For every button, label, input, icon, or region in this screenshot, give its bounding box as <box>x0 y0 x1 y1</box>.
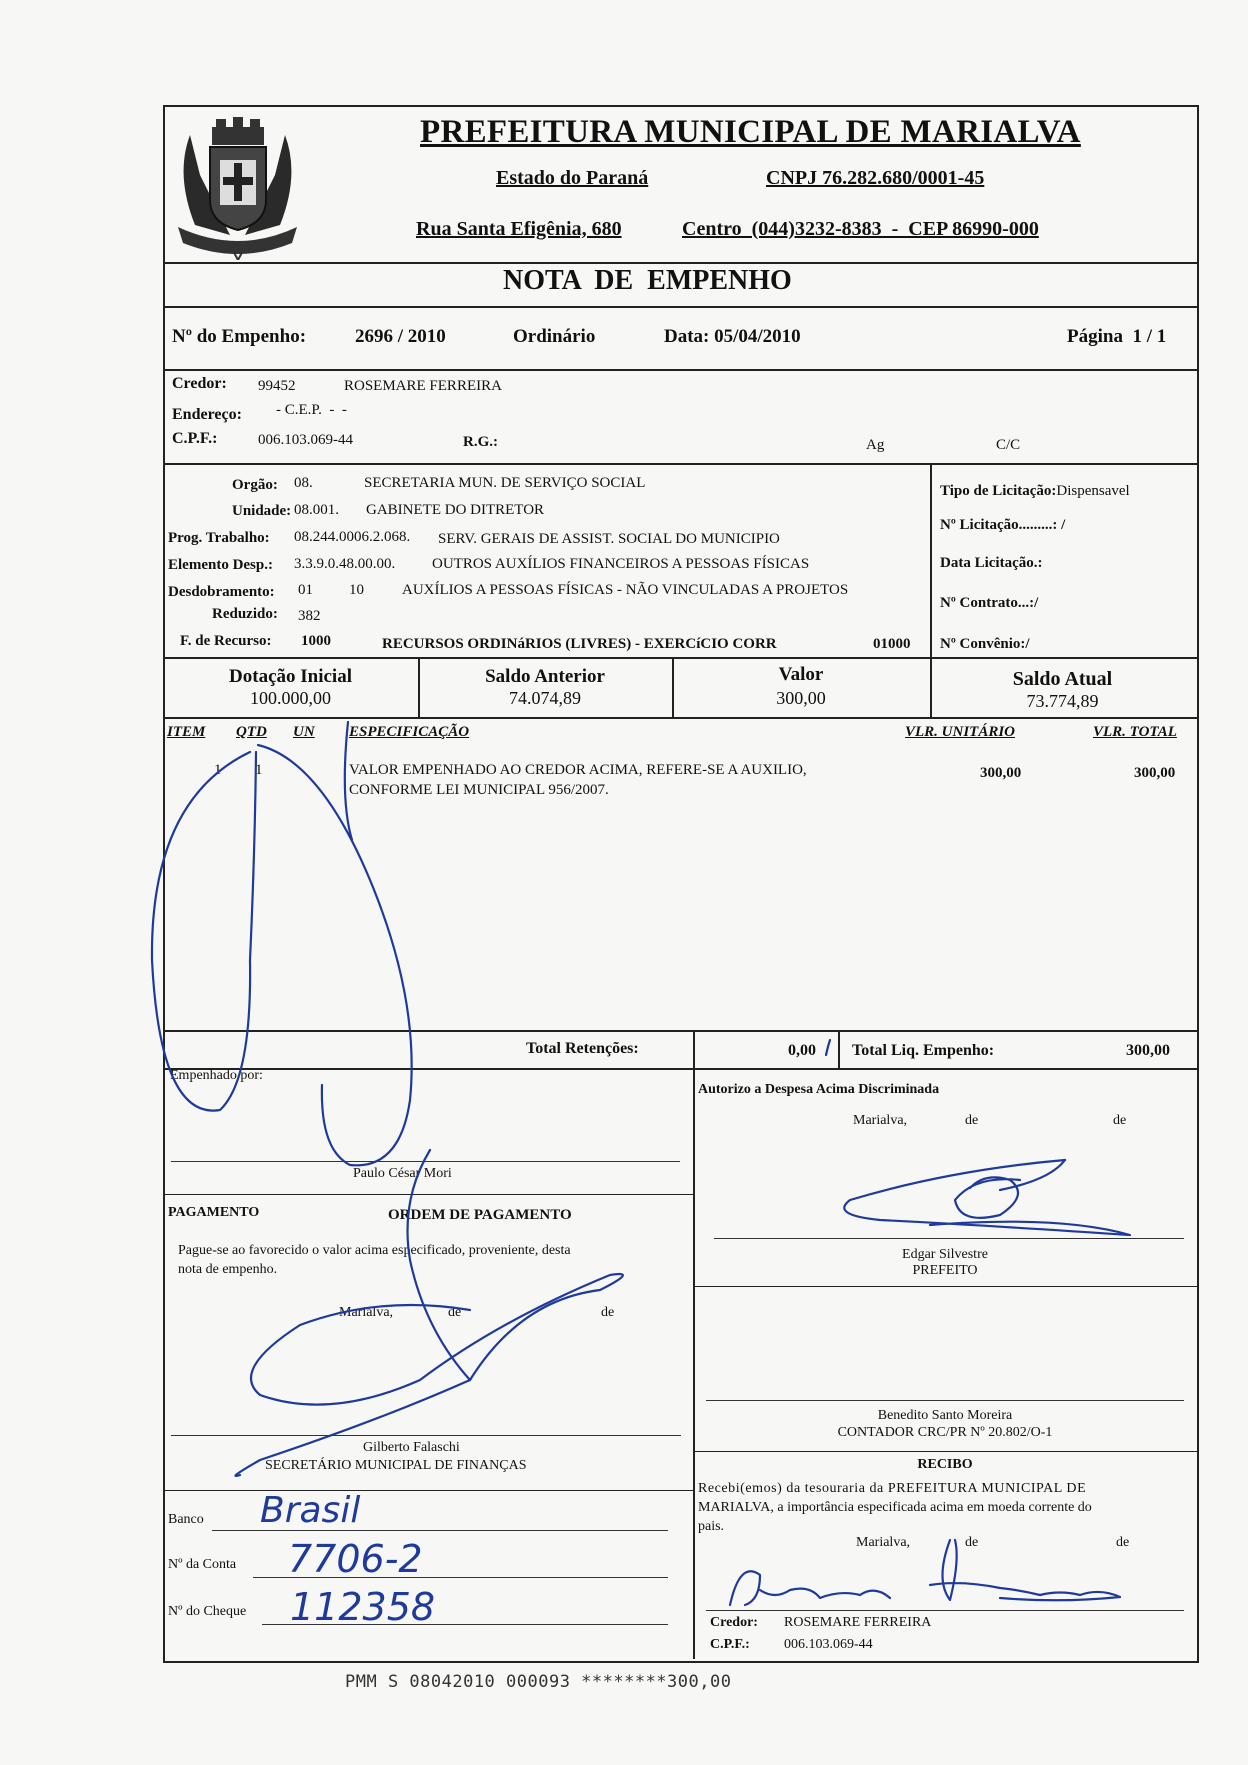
empenho-type: Ordinário <box>513 326 596 347</box>
elemento-label: Elemento Desp.: <box>168 557 273 573</box>
secretario-name: Gilberto Falaschi <box>363 1440 460 1455</box>
recurso-label: F. de Recurso: <box>180 633 272 649</box>
cc-label: C/C <box>996 437 1021 453</box>
row-especificacao-2: CONFORME LEI MUNICIPAL 956/2007. <box>349 782 609 798</box>
credor-label: Credor: <box>172 375 227 392</box>
col-qtd: QTD <box>236 724 267 740</box>
total-liquido-value: 300,00 <box>1126 1042 1170 1059</box>
pagamento-de-2: de <box>601 1305 615 1320</box>
row-qtd: 1 <box>255 762 263 778</box>
empenhado-name: Paulo César Mori <box>353 1166 452 1181</box>
recibo-city: Marialva, <box>856 1535 911 1550</box>
desdobramento-code2: 10 <box>349 582 364 598</box>
licitacao-date: Data Licitação.: <box>940 555 1043 571</box>
cheque-handwritten: 112358 <box>290 1585 436 1629</box>
row-vlr-unitario: 300,00 <box>980 765 1022 781</box>
col-especificacao: ESPECIFICAÇÃO <box>349 724 470 740</box>
row-item: 1 <box>214 762 222 778</box>
recibo-text-1: Recebi(emos) da tesouraria da PREFEITURA MUNICIPAL DE <box>698 1481 1087 1496</box>
credor-name: ROSEMARE FERREIRA <box>344 378 502 394</box>
recibo-cpf: 006.103.069-44 <box>784 1637 873 1652</box>
contador-name: Benedito Santo Moreira <box>877 1408 1013 1423</box>
ag-label: Ag <box>866 437 885 453</box>
credor-code: 99452 <box>258 378 296 394</box>
recibo-credor-name: ROSEMARE FERREIRA <box>784 1615 932 1630</box>
dotacao-value: 100.000,00 <box>250 688 331 708</box>
saldo-atual-label: Saldo Atual <box>1012 668 1113 690</box>
contrato-number: Nº Contrato...:/ <box>940 595 1039 611</box>
pagamento-text-2: nota de empenho. <box>178 1262 278 1277</box>
cpf-label: C.P.F.: <box>172 430 218 447</box>
endereco-label: Endereço: <box>172 406 242 423</box>
valor-value: 300,00 <box>776 688 826 708</box>
autorizo-de-2: de <box>1113 1113 1127 1128</box>
row-especificacao-1: VALOR EMPENHADO AO CREDOR ACIMA, REFERE-SE A AUXILIO, <box>349 762 807 778</box>
orgao-code: 08. <box>294 475 313 491</box>
recibo-de-2: de <box>1116 1535 1130 1550</box>
recibo-de-1: de <box>965 1535 979 1550</box>
saldo-atual-value: 73.774,89 <box>1026 691 1099 711</box>
col-vlr-unitario: VLR. UNITÁRIO <box>905 724 1016 740</box>
valor-label: Valor <box>778 664 824 685</box>
autorizo-city: Marialva, <box>853 1113 908 1128</box>
saldo-anterior-label: Saldo Anterior <box>485 666 605 687</box>
desdobramento-label: Desdobramento: <box>168 584 275 600</box>
endereco-value: - C.E.P. - - <box>276 402 347 418</box>
header-address: Centro (044)3232-8383 - CEP 86990-000 <box>682 218 1039 240</box>
orgao-desc: SECRETARIA MUN. DE SERVIÇO SOCIAL <box>364 475 646 491</box>
header-state: Estado do Paraná <box>496 167 649 189</box>
autorizo-de-1: de <box>965 1113 979 1128</box>
cheque-label: Nº do Cheque <box>168 1604 247 1619</box>
col-item: ITEM <box>167 724 206 740</box>
prog-code: 08.244.0006.2.068. <box>294 529 411 545</box>
dotacao-label: Dotação Inicial <box>229 666 352 687</box>
banco-handwritten: Brasil <box>260 1490 361 1531</box>
recibo-text-2: MARIALVA, a importância especificada acima em moeda corrente do <box>698 1500 1092 1515</box>
desdobramento-code1: 01 <box>298 582 313 598</box>
desdobramento-desc: AUXÍLIOS A PESSOAS FÍSICAS - NÃO VINCULADAS A PROJETOS <box>402 582 849 598</box>
unidade-label: Unidade: <box>232 503 292 519</box>
conta-label: Nº da Conta <box>168 1557 237 1572</box>
total-retencoes-label: Total Retenções: <box>526 1040 639 1057</box>
orgao-label: Orgão: <box>232 477 278 493</box>
elemento-desc: OUTROS AUXÍLIOS FINANCEIROS A PESSOAS FÍSICAS <box>432 556 810 572</box>
pagamento-de-1: de <box>448 1305 462 1320</box>
licitacao-type: Tipo de Licitação:Dispensavel <box>940 483 1130 499</box>
empenho-date: Data: 05/04/2010 <box>664 326 801 347</box>
prefeito-title: PREFEITO <box>912 1263 978 1278</box>
total-retencoes-value: 0,00 <box>788 1042 816 1059</box>
unidade-code: 08.001. <box>294 502 339 518</box>
header-cnpj: CNPJ 76.282.680/0001-45 <box>766 167 985 189</box>
recurso-desc: RECURSOS ORDINáRIOS (LIVRES) - EXERCíCIO CORR <box>382 636 777 652</box>
total-liquido-label: Total Liq. Empenho: <box>852 1042 995 1059</box>
pagamento-city: Marialva, <box>339 1305 394 1320</box>
doc-title: NOTA DE EMPENHO <box>503 265 792 296</box>
reduzido-label: Reduzido: <box>212 606 278 622</box>
autorizo-label: Autorizo a Despesa Acima Discriminada <box>698 1082 940 1097</box>
saldo-anterior-value: 74.074,89 <box>509 688 581 708</box>
col-un: UN <box>293 724 315 740</box>
recibo-credor-label: Credor: <box>710 1615 758 1630</box>
empenhado-label: Empenhado por: <box>170 1068 263 1083</box>
reduzido-code: 382 <box>298 608 321 624</box>
ordem-pagamento-label: ORDEM DE PAGAMENTO <box>388 1207 572 1223</box>
recurso-code2: 01000 <box>873 636 911 652</box>
contador-title: CONTADOR CRC/PR Nº 20.802/O-1 <box>837 1425 1053 1440</box>
row-vlr-total: 300,00 <box>1134 765 1176 781</box>
pagamento-text-1: Pague-se ao favorecido o valor acima especificado, proveniente, desta <box>178 1243 571 1258</box>
unidade-desc: GABINETE DO DITRETOR <box>366 502 545 518</box>
header-title: PREFEITURA MUNICIPAL DE MARIALVA <box>420 114 1081 150</box>
pagamento-label: PAGAMENTO <box>168 1205 260 1220</box>
col-vlr-total: VLR. TOTAL <box>1093 724 1177 740</box>
prog-label: Prog. Trabalho: <box>168 530 270 546</box>
page-number: Página 1 / 1 <box>1067 326 1167 347</box>
recurso-code: 1000 <box>301 633 331 649</box>
recibo-label: RECIBO <box>917 1457 973 1472</box>
recibo-cpf-label: C.P.F.: <box>710 1637 750 1652</box>
banco-label: Banco <box>168 1512 204 1527</box>
licitacao-number: Nº Licitação.........: / <box>940 517 1066 533</box>
rg-label: R.G.: <box>463 434 498 450</box>
elemento-code: 3.3.9.0.48.00.00. <box>294 556 396 572</box>
recibo-text-3: pais. <box>698 1519 725 1534</box>
footer-stamp: PMM S 08042010 000093 ********300,00 <box>345 1672 732 1692</box>
header-street: Rua Santa Efigênia, 680 <box>416 218 622 240</box>
cpf-value: 006.103.069-44 <box>258 432 353 448</box>
conta-handwritten: 7706-2 <box>288 1537 423 1581</box>
convenio-number: Nº Convênio:/ <box>940 636 1030 652</box>
empenho-number-label: Nº do Empenho: <box>172 326 307 347</box>
prog-desc: SERV. GERAIS DE ASSIST. SOCIAL DO MUNICIPIO <box>438 531 780 547</box>
empenho-number: 2696 / 2010 <box>355 326 446 347</box>
secretario-title: SECRETÁRIO MUNICIPAL DE FINANÇAS <box>265 1458 527 1473</box>
prefeito-name: Edgar Silvestre <box>902 1247 988 1262</box>
